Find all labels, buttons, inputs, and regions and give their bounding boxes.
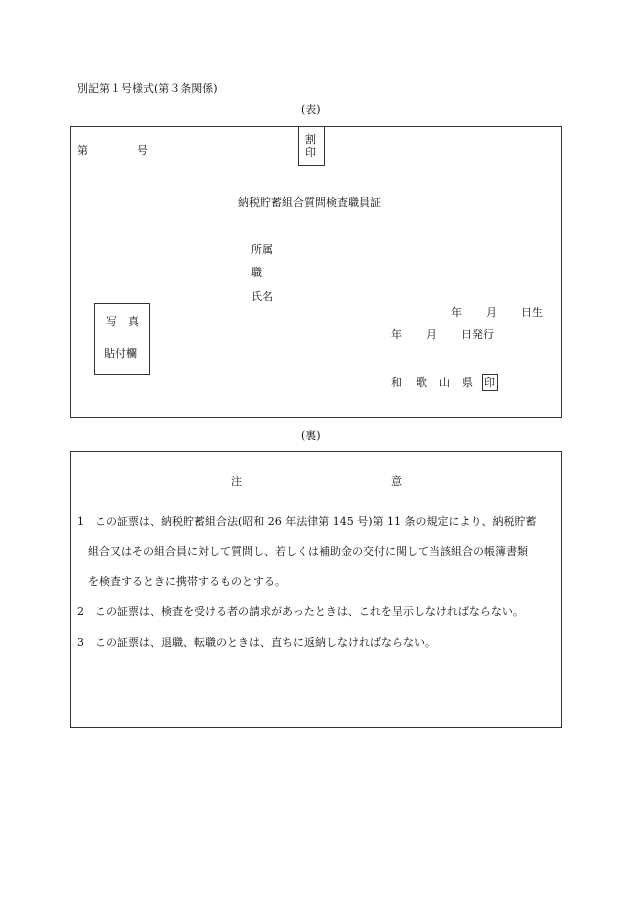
back-label: (裏) [301,429,321,442]
note-line: を検査するときに携帯するものとする。 [77,575,286,588]
note-heading-right: 意 [391,475,402,488]
note-heading-left: 注 [231,475,242,488]
card-title: 納税貯蓄組合質問検査職員証 [238,196,381,209]
issuer-char-2: 歌 [416,376,427,389]
issuer-seal: 印 [484,376,495,389]
photo-box [94,303,150,375]
note-line: 組合又はその組合員に対して質問し、若しくは補助金の交付に関して当該組合の帳簿書類 [77,545,528,558]
field-name: 氏名 [251,290,273,303]
field-affiliation: 所属 [251,243,273,256]
front-label: (表) [301,103,321,116]
photo-label-line2: 貼付欄 [104,347,137,360]
issuer-char-1: 和 [391,376,402,389]
field-position: 職 [251,266,262,279]
photo-label-line1: 写 真 [106,315,139,328]
issue-day: 日発行 [461,328,494,341]
birth-day: 日生 [521,306,543,319]
back-card [70,451,562,728]
birth-year: 年 [451,306,462,319]
issue-month: 月 [426,328,437,341]
note-line: 1 この証票は、納税貯蓄組合法(昭和 26 年法律第 145 号)第 11 条の規定により、納税貯蓄 [77,515,537,528]
number-prefix: 第 [77,144,88,157]
issue-year: 年 [391,328,402,341]
birth-month: 月 [486,306,497,319]
number-suffix: 号 [137,144,148,157]
note-line: 3 この証票は、退職、転職のときは、直ちに返納しなければならない。 [77,636,436,649]
split-seal-bottom: 印 [305,146,316,159]
note-line: 2 この証票は、検査を受ける者の請求があったときは、これを呈示しなければならない。 [77,605,524,618]
form-title: 別記第１号様式(第３条関係) [77,82,218,95]
split-seal-top: 割 [305,133,316,146]
issuer-char-4: 県 [462,376,473,389]
issuer-char-3: 山 [439,376,450,389]
